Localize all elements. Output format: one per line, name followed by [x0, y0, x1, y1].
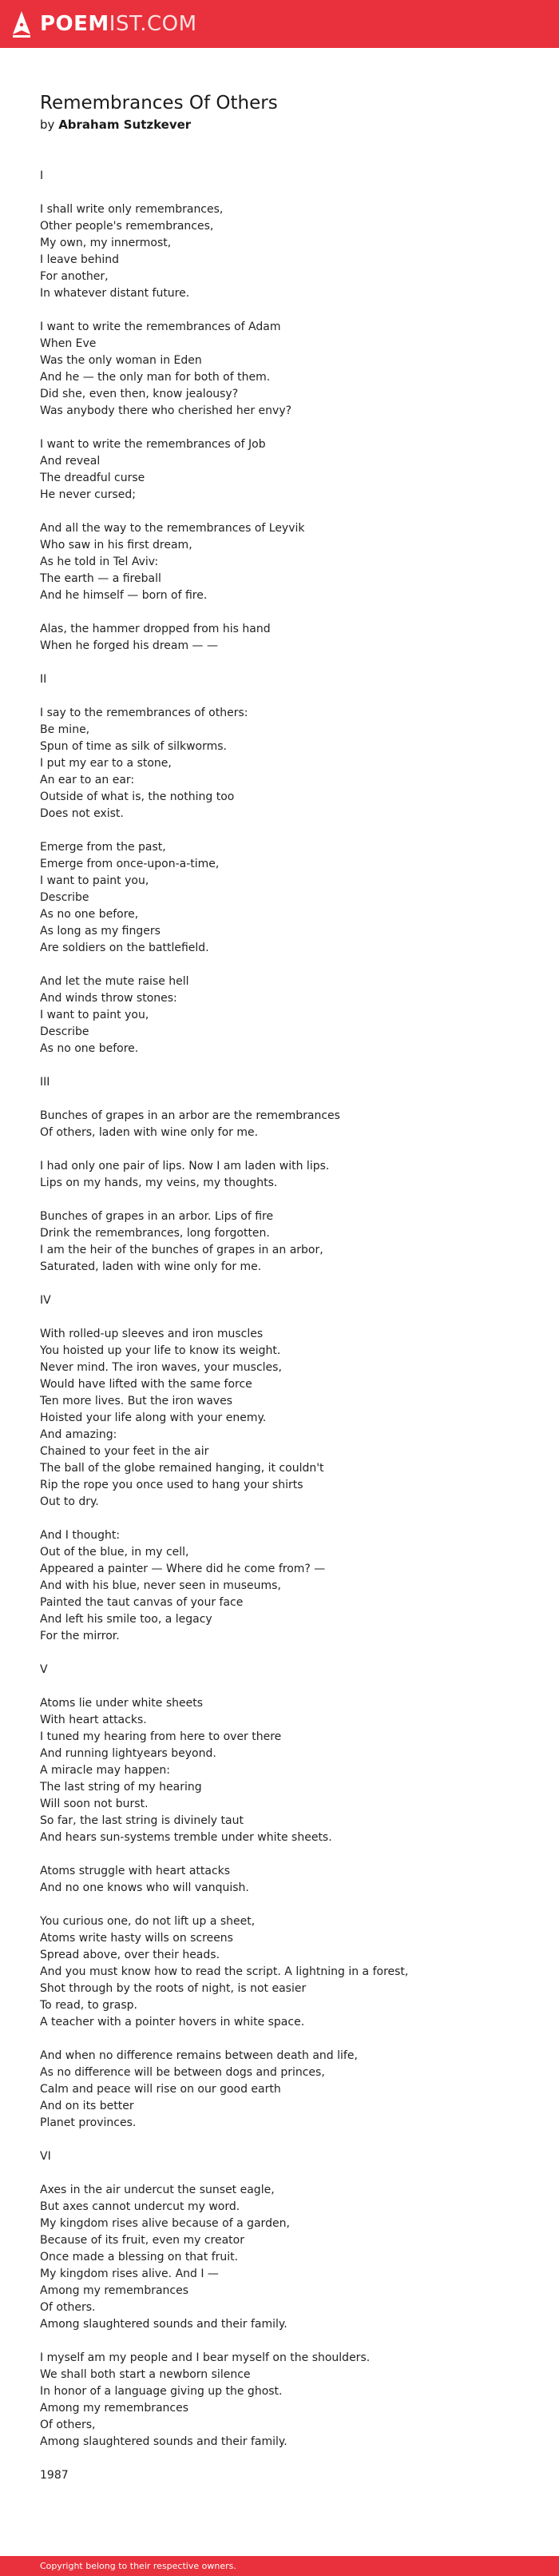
poem-line: I put my ear to a stone, [40, 757, 172, 770]
stanza [40, 1863, 527, 1897]
poem-line: Saturated, laden with wine only for me. [40, 1260, 262, 1273]
poem-line: As he told in Tel Aviv: [40, 555, 159, 568]
poem-line: My kingdom rises alive because of a garden, [40, 2217, 290, 2230]
poem-line: A teacher with a pointer hovers in white space. [40, 2016, 305, 2029]
poem-line: Was the only woman in Eden [40, 354, 202, 367]
poem-line: I had only one pair of lips. Now I am laden with lips. [40, 1160, 330, 1173]
poem-content [40, 91, 527, 2484]
poem-line: And hears sun-systems tremble under white sheets. [40, 1831, 332, 1844]
poem-line: I want to write the remembrances of Job [40, 438, 266, 451]
poem-line: Once made a blessing on that fruit. [40, 2251, 239, 2263]
logo-text-light: IST.COM [109, 12, 197, 36]
stanza [40, 1695, 527, 1846]
poem-line: Appeared a painter — Where did he come from? — [40, 1563, 326, 1575]
poem-line: As no difference will be between dogs and princes, [40, 2066, 325, 2079]
poem-line: And all the way to the remembrances of Leyvik [40, 522, 305, 535]
poem-line: Among my remembrances [40, 2402, 189, 2415]
logo-text [40, 10, 197, 38]
poem-date: 1987 [40, 2469, 69, 2482]
poem-line: And reveal [40, 455, 101, 468]
poem-line: Would have lifted with the same force [40, 1378, 252, 1391]
poem-line: Outside of what is, the nothing too [40, 790, 235, 803]
stanza [40, 1326, 527, 1511]
poem-line: A miracle may happen: [40, 1764, 170, 1777]
poem-line: Out to dry. [40, 1495, 99, 1508]
stanza [40, 319, 527, 420]
poem-line: Spun of time as silk of silkworms. [40, 740, 227, 753]
poem-line: And on its better [40, 2100, 134, 2112]
poem-line: I want to paint you, [40, 1009, 149, 1021]
poem-line: Rip the rope you once used to hang your shirts [40, 1479, 303, 1491]
poem-line: For the mirror. [40, 1630, 120, 1642]
poem-line: In honor of a language giving up the ghost. [40, 2385, 283, 2398]
stanza [40, 1108, 527, 1141]
stanza [40, 621, 527, 655]
poem-line: The last string of my hearing [40, 1781, 202, 1794]
section-number: I [40, 169, 44, 182]
poem-line: Ten more lives. But the iron waves [40, 1395, 232, 1407]
section-number: III [40, 1076, 50, 1089]
poem-line: Out of the blue, in my cell, [40, 1546, 189, 1559]
poem-line: I leave behind [40, 253, 120, 266]
stanza [40, 1158, 527, 1192]
poem-line: Will soon not burst. [40, 1798, 149, 1810]
poem-line: Alas, the hammer dropped from his hand [40, 623, 271, 635]
poem-line: I say to the remembrances of others: [40, 707, 248, 719]
poem-line: And no one knows who will vanquish. [40, 1881, 249, 1894]
quill-pen-icon [11, 10, 32, 38]
poem-line: My kingdom rises alive. And I — [40, 2267, 219, 2280]
poem-line: And winds throw stones: [40, 992, 177, 1005]
stanza [40, 2350, 527, 2451]
poem-line: The dreadful curse [40, 472, 145, 484]
poem-line: Bunches of grapes in an arbor. Lips of fire [40, 1210, 274, 1223]
poem-line: Of others, laden with wine only for me. [40, 1126, 259, 1139]
poem-line: Atoms struggle with heart attacks [40, 1865, 231, 1877]
poem-line: Of others. [40, 2301, 96, 2314]
poem-line: Among my remembrances [40, 2284, 189, 2297]
poem-line: I am the heir of the bunches of grapes in an arbor, [40, 1244, 323, 1256]
poem-line: I want to write the remembrances of Adam [40, 321, 281, 333]
poem-line: Emerge from once-upon-a-time, [40, 858, 220, 870]
poem-line: Was anybody there who cherished her envy? [40, 404, 292, 417]
poem-line: And I thought: [40, 1529, 121, 1542]
stanza [40, 973, 527, 1057]
by-label: by [40, 117, 55, 132]
stanza [40, 436, 527, 504]
section-number: IV [40, 1294, 51, 1307]
poem-line: We shall both start a newborn silence [40, 2368, 251, 2381]
poem-line: And let the mute raise hell [40, 975, 189, 988]
section-number: II [40, 673, 47, 686]
poem-body [40, 168, 527, 2451]
site-footer [0, 2556, 559, 2576]
poem-line: As long as my fingers [40, 925, 161, 938]
poem-line: Did she, even then, know jealousy? [40, 388, 239, 400]
poem-line: And when no difference remains between death and life, [40, 2049, 358, 2062]
poem-line: And he himself — born of fire. [40, 589, 208, 602]
poem-line: Of others, [40, 2419, 96, 2431]
poem-line: I myself am my people and I bear myself on the shoulders. [40, 2351, 371, 2364]
logo-text-bold: POEM [40, 12, 109, 36]
poem-line: I want to paint you, [40, 874, 149, 887]
poem-line: To read, to grasp. [40, 1999, 137, 2012]
poem-line: Describe [40, 891, 89, 904]
poem-line: And with his blue, never seen in museums, [40, 1579, 281, 1592]
poem-line: For another, [40, 270, 109, 283]
poem-line: Because of its fruit, even my creator [40, 2234, 244, 2247]
poem-line: Hoisted your life along with your enemy. [40, 1411, 267, 1424]
poem-line: As no one before, [40, 908, 139, 921]
poem-line: Axes in the air undercut the sunset eagle, [40, 2184, 275, 2196]
poem-line: The earth — a fireball [40, 572, 161, 585]
poem-line: Among slaughtered sounds and their family. [40, 2435, 287, 2448]
stanza [40, 201, 527, 302]
poem-line: As no one before. [40, 1042, 139, 1055]
poem-line: With heart attacks. [40, 1714, 147, 1726]
poem-line: Calm and peace will rise on our good earth [40, 2083, 281, 2096]
poem-line: Emerge from the past, [40, 841, 166, 854]
poem-line: Among slaughtered sounds and their family. [40, 2318, 287, 2331]
footer-copyright: Copyright belong to their respective owners. [40, 2561, 236, 2571]
poem-line: Atoms write hasty wills on screens [40, 1932, 233, 1945]
poem-line: Drink the remembrances, long forgotten. [40, 1227, 270, 1240]
stanza [40, 705, 527, 822]
poem-line: My own, my innermost, [40, 237, 172, 249]
poem-line: The ball of the globe remained hanging, it couldn't [40, 1462, 324, 1475]
poem-byline [40, 117, 527, 133]
poem-line: Shot through by the roots of night, is not easier [40, 1982, 307, 1995]
poem-line: And left his smile too, a legacy [40, 1613, 212, 1626]
poem-line: Are soldiers on the battlefield. [40, 942, 209, 954]
poem-line: I shall write only remembrances, [40, 203, 224, 216]
poem-line: When he forged his dream — — [40, 639, 219, 652]
poem-line: Planet provinces. [40, 2116, 137, 2129]
poem-line: When Eve [40, 337, 97, 350]
poem-line: So far, the last string is divinely taut [40, 1814, 244, 1827]
poem-line: Who saw in his first dream, [40, 539, 192, 551]
poem-line: Describe [40, 1025, 89, 1038]
site-logo[interactable] [11, 10, 197, 38]
poem-line: And amazing: [40, 1428, 117, 1441]
stanza [40, 839, 527, 957]
poem-line: Spread above, over their heads. [40, 1949, 220, 1961]
poem-line: Other people's remembrances, [40, 220, 214, 233]
poem-line: Never mind. The iron waves, your muscles, [40, 1361, 282, 1374]
poem-line: With rolled-up sleeves and iron muscles [40, 1328, 264, 1340]
section-number: VI [40, 2150, 51, 2163]
poem-line: But axes cannot undercut my word. [40, 2200, 240, 2213]
poem-line: You hoisted up your life to know its weight. [40, 1344, 281, 1357]
poem-line: Be mine, [40, 723, 90, 736]
poem-line: And running lightyears beyond. [40, 1747, 216, 1760]
poem-line: Lips on my hands, my veins, my thoughts. [40, 1177, 278, 1189]
poem-title: Remembrances Of Others [40, 93, 278, 113]
stanza [40, 1913, 527, 2031]
stanza [40, 520, 527, 604]
poem-line: In whatever distant future. [40, 287, 190, 300]
stanza [40, 2048, 527, 2132]
stanza [40, 2182, 527, 2333]
poem-line: Does not exist. [40, 807, 124, 820]
poem-line: And you must know how to read the script. A lightning in a forest, [40, 1965, 409, 1978]
section-number: V [40, 1663, 48, 1676]
site-header [0, 0, 559, 48]
poem-line: You curious one, do not lift up a sheet, [40, 1915, 256, 1928]
poem-line: Bunches of grapes in an arbor are the remembrances [40, 1109, 340, 1122]
poem-line: And he — the only man for both of them. [40, 371, 271, 384]
stanza [40, 1527, 527, 1645]
poem-author[interactable]: Abraham Sutzkever [58, 117, 192, 132]
poem-line: He never cursed; [40, 488, 137, 501]
poem-line: I tuned my hearing from here to over there [40, 1730, 282, 1743]
poem-line: Atoms lie under white sheets [40, 1697, 204, 1710]
poem-line: An ear to an ear: [40, 774, 135, 786]
poem-line: Painted the taut canvas of your face [40, 1596, 244, 1609]
stanza [40, 1208, 527, 1276]
poem-line: Chained to your feet in the air [40, 1445, 209, 1458]
